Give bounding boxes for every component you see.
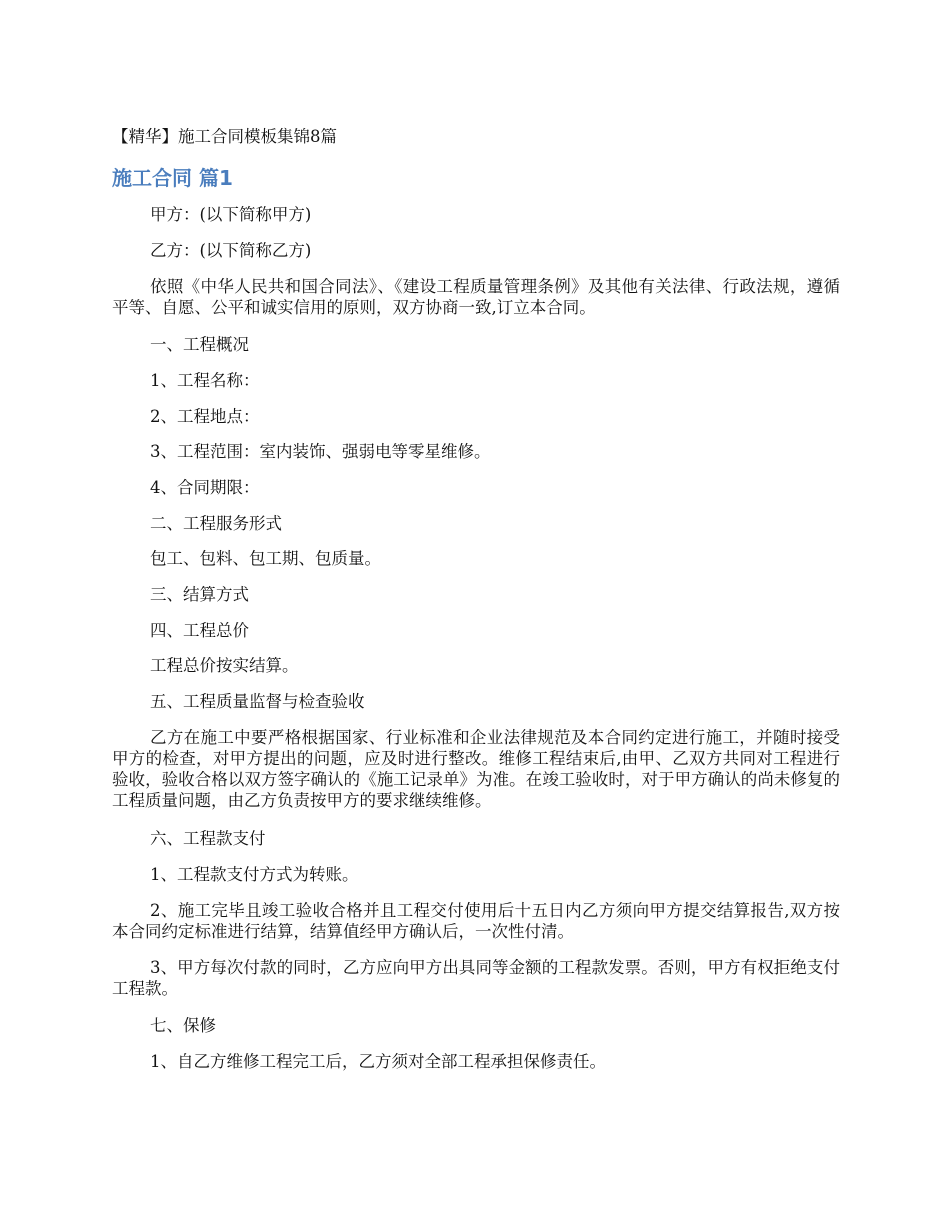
clause-heading-3: 三、结算方式: [150, 585, 249, 604]
clause-item: 3、工程范围：室内装饰、强弱电等零星维修。: [150, 442, 491, 461]
clause-item: 4、合同期限：: [150, 478, 260, 497]
party-b-line: 乙方：(以下简称乙方): [150, 241, 312, 260]
quality-paragraph: 乙方在施工中要严格根据国家、行业标准和企业法律规范及本合同约定进行施工，并随时接受甲方的检查，对甲方提出的问题，应及时进行整改。维修工程结束后,由甲、乙双方共同对工程进行验收，验收合格以双方签字确认的《施工记录单》为准。在竣工验收时，对于甲方确认的尚未修复的工程质量问题，由乙方负责按甲方的要求继续维修。: [112, 728, 840, 810]
party-a-line: 甲方：(以下简称甲方): [150, 205, 312, 224]
clause-item: 包工、包料、包工期、包质量。: [150, 549, 381, 568]
clause-heading-5: 五、工程质量监督与检查验收: [150, 692, 365, 711]
clause-item: 1、自乙方维修工程完工后，乙方须对全部工程承担保修责任。: [150, 1052, 606, 1071]
clause-item: 1、工程款支付方式为转账。: [150, 865, 359, 884]
document-title: 【精华】施工合同模板集锦8篇: [112, 127, 337, 146]
preamble-paragraph: 依照《中华人民共和国合同法》、《建设工程质量管理条例》及其他有关法律、行政法规，遵循平等、自愿、公平和诚实信用的原则，双方协商一致,订立本合同。: [112, 277, 840, 317]
clause-heading-1: 一、工程概况: [150, 335, 249, 354]
clause-heading-4: 四、工程总价: [150, 621, 249, 640]
settlement-paragraph: 2、施工完毕且竣工验收合格并且工程交付使用后十五日内乙方须向甲方提交结算报告,双方按本合同约定标准进行结算，结算值经甲方确认后，一次性付清。: [112, 901, 840, 941]
invoice-paragraph: 3、甲方每次付款的同时，乙方应向甲方出具同等金额的工程款发票。否则，甲方有权拒绝支付工程款。: [112, 958, 840, 998]
section-heading: 施工合同 篇1: [112, 166, 233, 190]
clause-heading-2: 二、工程服务形式: [150, 514, 282, 533]
clause-heading-6: 六、工程款支付: [150, 829, 266, 848]
clause-item: 工程总价按实结算。: [150, 656, 299, 675]
clause-item: 2、工程地点：: [150, 407, 260, 426]
clause-item: 1、工程名称：: [150, 371, 260, 390]
clause-heading-7: 七、保修: [150, 1016, 216, 1035]
